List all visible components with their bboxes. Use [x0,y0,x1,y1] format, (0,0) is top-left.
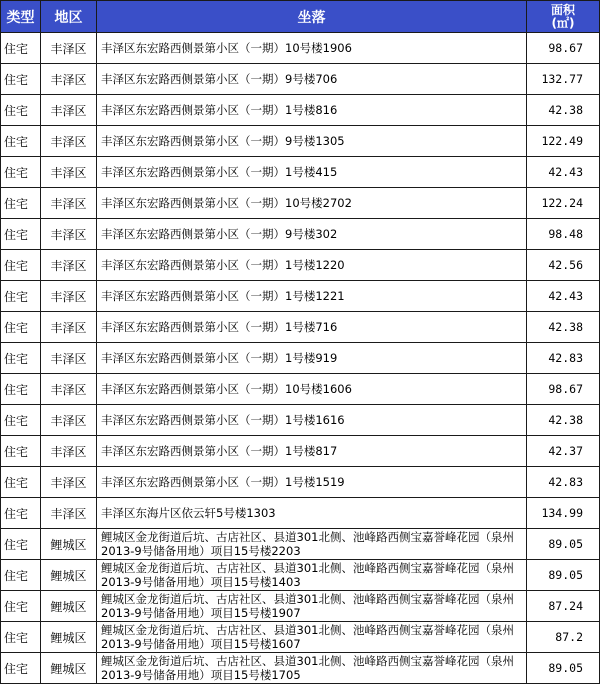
table-row [1,560,600,591]
table-row [1,498,600,529]
cell-address: 丰泽区东宏路西侧景第小区（一期）1号楼1220 [97,250,527,281]
table-row [1,157,600,188]
cell-area: 87.24 [527,591,600,622]
cell-region: 鲤城区 [41,591,97,622]
cell-region: 丰泽区 [41,467,97,498]
cell-address: 鲤城区金龙街道后坑、古店社区、县道301北侧、池峰路西侧宝嘉誉峰花园（泉州2013-9号储备用地）项目15号楼1607 [97,622,527,653]
cell-region: 鲤城区 [41,622,97,653]
cell-address: 丰泽区东宏路西侧景第小区（一期）1号楼1616 [97,405,527,436]
cell-region: 丰泽区 [41,64,97,95]
table-row [1,64,600,95]
cell-type: 住宅 [1,126,41,157]
cell-area: 42.43 [527,157,600,188]
cell-type: 住宅 [1,467,41,498]
cell-region: 丰泽区 [41,436,97,467]
cell-type: 住宅 [1,436,41,467]
cell-address: 丰泽区东宏路西侧景第小区（一期）1号楼816 [97,95,527,126]
cell-area: 89.05 [527,653,600,684]
cell-type: 住宅 [1,250,41,281]
cell-area: 42.38 [527,312,600,343]
table-row [1,529,600,560]
cell-area: 122.49 [527,126,600,157]
cell-region: 鲤城区 [41,653,97,684]
table-row [1,343,600,374]
cell-area: 87.2 [527,622,600,653]
table-row [1,126,600,157]
cell-region: 丰泽区 [41,33,97,64]
cell-type: 住宅 [1,64,41,95]
cell-type: 住宅 [1,560,41,591]
cell-region: 丰泽区 [41,157,97,188]
cell-type: 住宅 [1,33,41,64]
cell-area: 89.05 [527,560,600,591]
table-row [1,250,600,281]
cell-region: 丰泽区 [41,281,97,312]
cell-area: 42.38 [527,405,600,436]
cell-address: 丰泽区东宏路西侧景第小区（一期）1号楼415 [97,157,527,188]
cell-type: 住宅 [1,188,41,219]
cell-area: 132.77 [527,64,600,95]
table-row [1,188,600,219]
cell-area: 42.83 [527,343,600,374]
cell-region: 鲤城区 [41,560,97,591]
cell-address: 丰泽区东宏路西侧景第小区（一期）1号楼1221 [97,281,527,312]
table-row [1,33,600,64]
cell-address: 丰泽区东宏路西侧景第小区（一期）1号楼716 [97,312,527,343]
cell-type: 住宅 [1,653,41,684]
cell-area: 42.43 [527,281,600,312]
cell-address: 鲤城区金龙街道后坑、古店社区、县道301北侧、池峰路西侧宝嘉誉峰花园（泉州2013-9号储备用地）项目15号楼1403 [97,560,527,591]
cell-region: 鲤城区 [41,529,97,560]
cell-region: 丰泽区 [41,188,97,219]
table-row [1,95,600,126]
header-address: 坐落 [97,1,527,33]
cell-type: 住宅 [1,95,41,126]
table-row [1,312,600,343]
cell-region: 丰泽区 [41,219,97,250]
cell-address: 丰泽区东宏路西侧景第小区（一期）1号楼817 [97,436,527,467]
header-row [1,1,600,33]
table-row [1,405,600,436]
cell-type: 住宅 [1,622,41,653]
cell-address: 丰泽区东宏路西侧景第小区（一期）1号楼1519 [97,467,527,498]
table-body [1,33,600,684]
cell-area: 89.05 [527,529,600,560]
table-row [1,591,600,622]
table-row [1,374,600,405]
cell-type: 住宅 [1,374,41,405]
cell-region: 丰泽区 [41,374,97,405]
cell-address: 丰泽区东宏路西侧景第小区（一期）1号楼919 [97,343,527,374]
header-area-unit: (㎡) [551,15,575,30]
table-row [1,281,600,312]
cell-region: 丰泽区 [41,126,97,157]
header-area-label: 面积 [550,2,575,17]
cell-region: 丰泽区 [41,343,97,374]
cell-type: 住宅 [1,405,41,436]
table-row [1,219,600,250]
cell-type: 住宅 [1,343,41,374]
cell-area: 42.56 [527,250,600,281]
table-row [1,467,600,498]
cell-address: 丰泽区东宏路西侧景第小区（一期）10号楼1906 [97,33,527,64]
cell-area: 42.37 [527,436,600,467]
cell-address: 鲤城区金龙街道后坑、古店社区、县道301北侧、池峰路西侧宝嘉誉峰花园（泉州2013-9号储备用地）项目15号楼2203 [97,529,527,560]
cell-area: 98.67 [527,33,600,64]
cell-region: 丰泽区 [41,250,97,281]
header-region: 地区 [41,1,97,33]
table-row [1,436,600,467]
cell-region: 丰泽区 [41,498,97,529]
cell-address: 丰泽区东宏路西侧景第小区（一期）9号楼706 [97,64,527,95]
cell-type: 住宅 [1,498,41,529]
cell-area: 134.99 [527,498,600,529]
cell-area: 122.24 [527,188,600,219]
table-row [1,622,600,653]
cell-type: 住宅 [1,529,41,560]
cell-address: 丰泽区东海片区依云轩5号楼1303 [97,498,527,529]
cell-type: 住宅 [1,281,41,312]
cell-type: 住宅 [1,219,41,250]
cell-area: 98.48 [527,219,600,250]
cell-area: 42.38 [527,95,600,126]
cell-address: 丰泽区东宏路西侧景第小区（一期）10号楼1606 [97,374,527,405]
cell-address: 丰泽区东宏路西侧景第小区（一期）9号楼1305 [97,126,527,157]
cell-area: 42.83 [527,467,600,498]
header-type: 类型 [1,1,41,33]
cell-area: 98.67 [527,374,600,405]
cell-region: 丰泽区 [41,405,97,436]
cell-type: 住宅 [1,312,41,343]
cell-address: 丰泽区东宏路西侧景第小区（一期）10号楼2702 [97,188,527,219]
cell-type: 住宅 [1,591,41,622]
cell-address: 鲤城区金龙街道后坑、古店社区、县道301北侧、池峰路西侧宝嘉誉峰花园（泉州2013-9号储备用地）项目15号楼1907 [97,591,527,622]
cell-region: 丰泽区 [41,312,97,343]
cell-address: 鲤城区金龙街道后坑、古店社区、县道301北侧、池峰路西侧宝嘉誉峰花园（泉州2013-9号储备用地）项目15号楼1705 [97,653,527,684]
cell-type: 住宅 [1,157,41,188]
cell-region: 丰泽区 [41,95,97,126]
table-row [1,653,600,684]
cell-address: 丰泽区东宏路西侧景第小区（一期）9号楼302 [97,219,527,250]
header-area [527,1,600,33]
